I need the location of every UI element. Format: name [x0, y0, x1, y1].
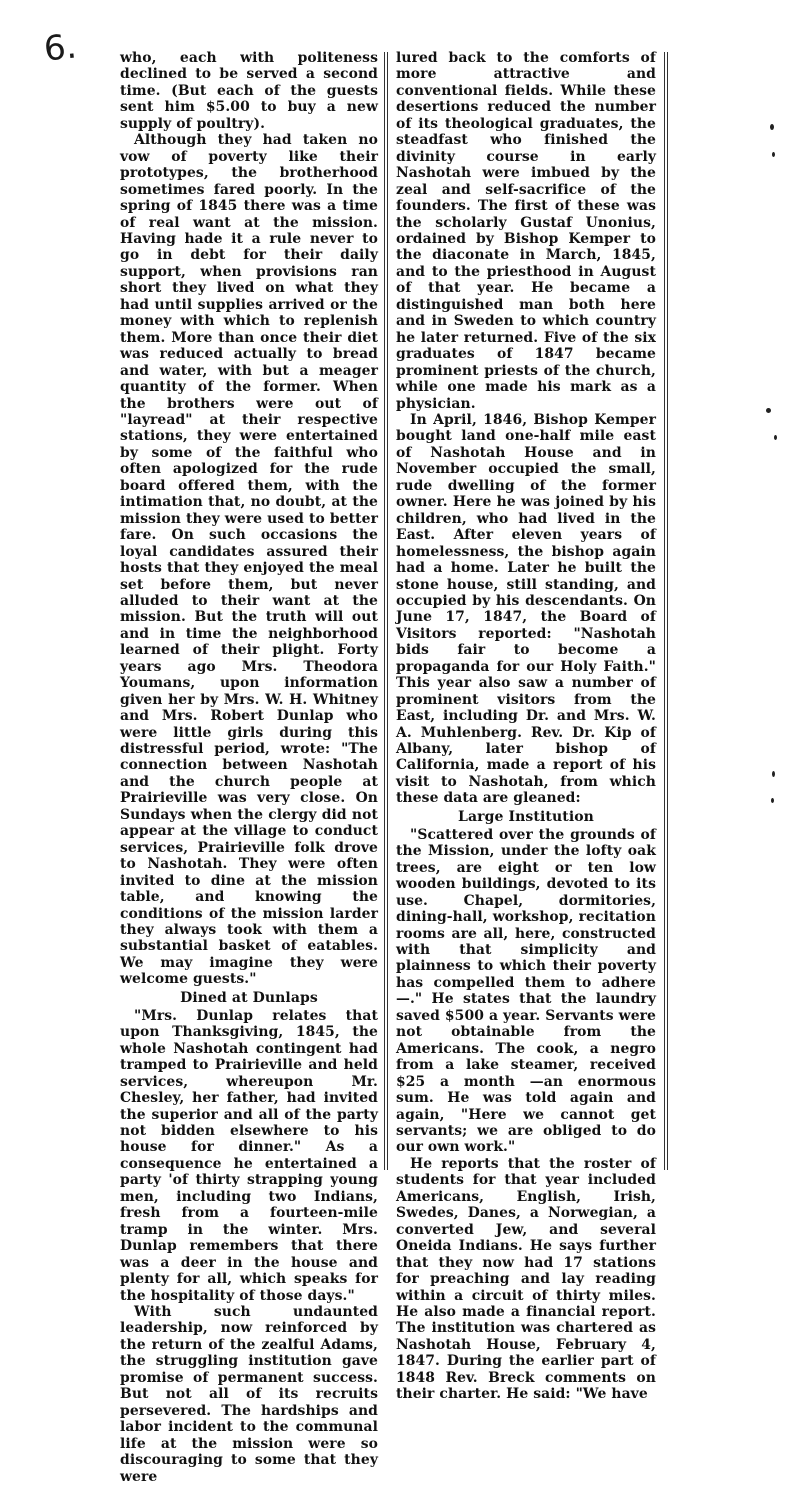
scan-speck: [774, 435, 777, 440]
scan-speck: [766, 408, 771, 413]
page-number: 6.: [41, 26, 79, 70]
paragraph: In April, 1846, Bishop Kemper bought land one-half mile east of Nashotah House and in November occupied the small, rude dwelling of the former owner. Here he was joined by his children, who had lived in the East. After eleven years of homelessness, the bishop again had a home. Later he built the stone house, still standing, and occupied by his descendants. On June 17, 1847, the Board of Visitors reported: "Nashotah bids fair to become a propaganda for our Holy Faith." This year also saw a number of prominent visitors from the East, including Dr. and Mrs. W. A. Muhlenberg. Rev. Dr. Kip of Albany, later bishop of California, made a report of his visit to Nashotah, from which these data are gleaned:: [396, 411, 656, 807]
paragraph: With such undaunted leadership, now reinforced by the return of the zealful Adams, the struggling institution gave promise of permanent success. But not all of its recruits persevered. The hardships and labor incident to the communal life at the mission were so discouraging to some that they were: [120, 1303, 378, 1485]
column-border: [667, 52, 668, 1170]
section-heading: Dined at Dunlaps: [180, 989, 318, 1006]
paragraph: lured back to the comforts of more attractive and conventional fields. While these desertions reduced the number of its theological graduates, the steadfast who finished the divinity course in early Nashotah were imbued by the zeal and self-sacrifice of the founders. The first of these was the scholarly Gustaf Unonius, ordained by Bishop Kemper to the diaconate in March, 1845, and to the priesthood in August of that year. He became a distinguished man both here and in Sweden to which country he later returned. Five of the six graduates of 1847 became prominent priests of the church, while one made his mark as a physician.: [396, 50, 656, 412]
scan-speck: [772, 771, 775, 777]
scan-speck: [771, 798, 774, 803]
paragraph: "Scattered over the grounds of the Mission, under the lofty oak trees, are eight or ten low wooden buildings, devoted to its use. Chapel, dormitories, dining-hall, workshop, recitation rooms are all, here, constructed with that simplicity and plainness to which their poverty has compelled them to adhere—." He states that the laundry saved $500 a year. Servants were not obtainable from the Americans. The cook, a negro from a lake steamer, received $25 a month —an enormous sum. He was told again and again, "Here we cannot get servants; we are obliged to do our own work.": [396, 826, 656, 1156]
scan-speck: [770, 124, 774, 130]
column-border: [664, 52, 665, 1170]
left-column: [120, 50, 378, 1485]
paragraph: who, each with politeness declined to be served a second time. (But each of the guests sent him $5.00 to buy a new supply of poultry).: [120, 50, 378, 132]
paragraph: Although they had taken no vow of poverty like their prototypes, the brotherhood sometimes fared poorly. In the spring of 1845 there was a time of real want at the mission. Having hade it a rule never to go in debt for their daily support, when provisions ran short they lived on what they had until supplies arrived or the money with which to replenish them. More than once their diet was reduced actually to bread and water, with but a meager quantity of the former. When the brothers were out of "layread" at their respective stations, they were entertained by some of the faithful who often apologized for the rude board offered them, with the intimation that, no doubt, at the mission they were used to better fare. On such occasions the loyal candidates assured their hosts that they enjoyed the meal set before them, but never alluded to their want at the mission. But the truth will out and in time the neighborhood learned of their plight. Forty years ago Mrs. Theodora Youmans, upon information given her by Mrs. W. H. Whitney and Mrs. Robert Dunlap who were little girls during this distressful period, wrote: "The connection between Nashotah and the church people at Prairieville was very close. On Sundays when the clergy did not appear at the village to conduct services, Prairieville folk drove to Nashotah. They were often invited to dine at the mission table, and knowing the conditions of the mission larder they always took with them a substantial basket of eatables. We may imagine they were welcome guests.": [120, 132, 378, 988]
column-divider: [387, 52, 388, 1170]
right-column: [396, 50, 656, 1403]
column-divider: [384, 52, 385, 1170]
paragraph: "Mrs. Dunlap relates that upon Thanksgiving, 1845, the whole Nashotah contingent had tramped to Prairieville and held services, whereupon Mr. Chesley, her father, had invited the superior and all of the party not bidden elsewhere to his house for dinner." As a consequence he entertained a party 'of thirty strapping young men, including two Indians, fresh from a fourteen-mile tramp in the winter. Mrs. Dunlap remembers that there was a deer in the house and plenty for all, which speaks for the hospitality of those days.": [120, 1007, 378, 1304]
scan-speck: [772, 152, 775, 157]
paragraph: He reports that the roster of students for that year included Americans, English, Irish, Swedes, Danes, a Norwegian, a converted Jew, and several Oneida Indians. He says further that they now had 17 stations for preaching and lay reading within a circuit of thirty miles. He also made a financial report. The institution was chartered as Nashotah House, February 4, 1847. During the earlier part of 1848 Rev. Breck comments on their charter. He said: "We have: [396, 1155, 656, 1403]
section-heading: Large Institution: [458, 808, 594, 825]
